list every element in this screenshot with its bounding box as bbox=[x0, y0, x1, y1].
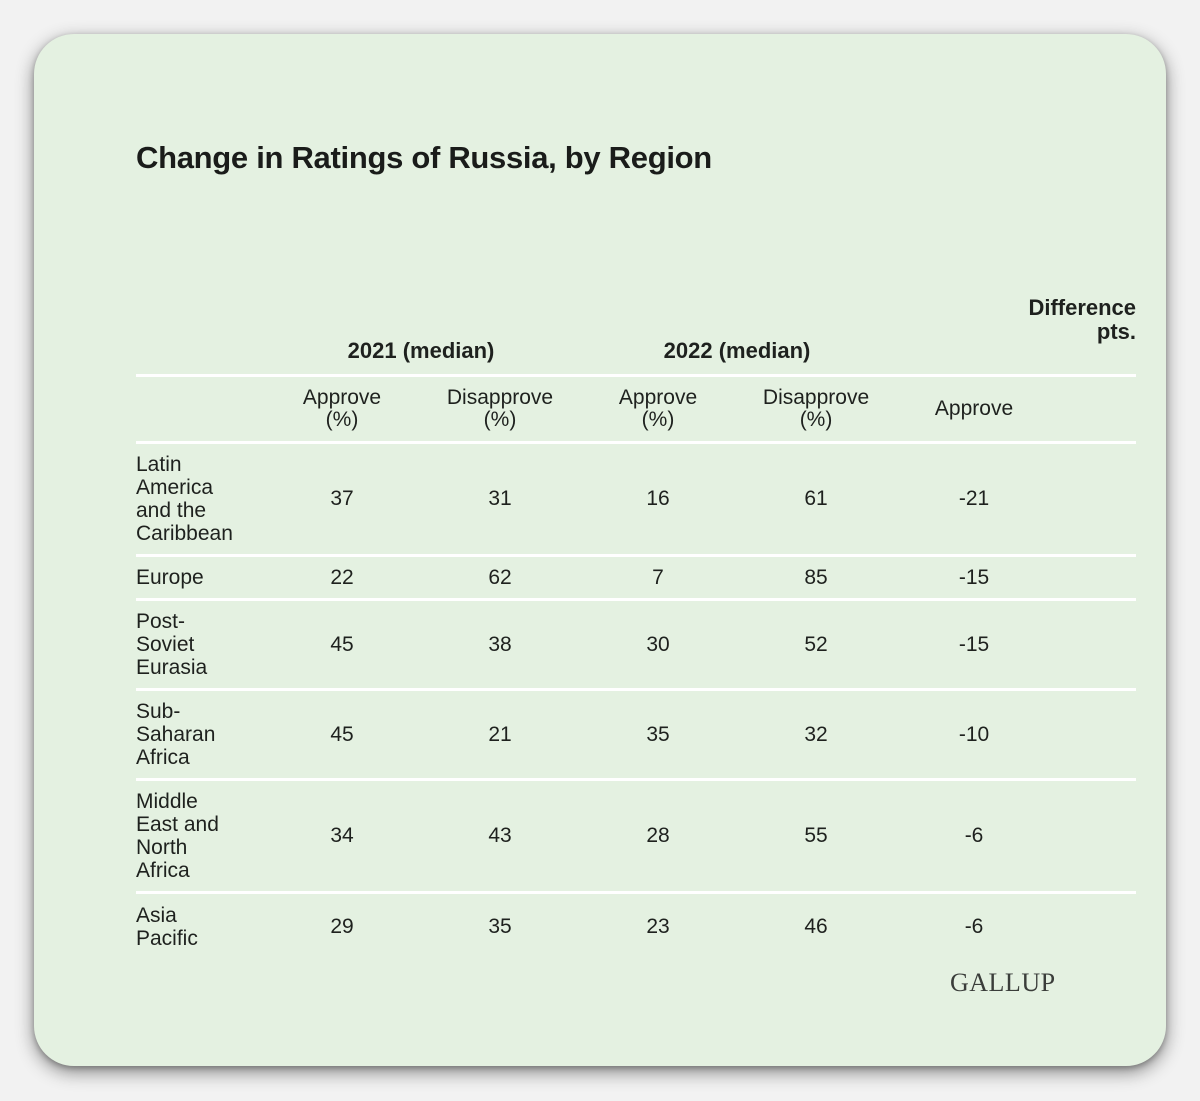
approve-difference-cell: -10 bbox=[895, 690, 1053, 780]
region-name-line: and the bbox=[136, 499, 207, 522]
column-header-difference-approve bbox=[895, 376, 1053, 443]
region-name-line: Africa bbox=[136, 859, 190, 882]
region-name-line: East and bbox=[136, 813, 219, 836]
region-column-header bbox=[136, 376, 263, 443]
region-name-line: Sub- bbox=[136, 700, 181, 723]
disapprove-2022-cell: 52 bbox=[737, 600, 895, 690]
approve-difference-cell: -6 bbox=[895, 780, 1053, 893]
approve-2021-cell: 34 bbox=[263, 780, 421, 893]
approve-2022-cell: 28 bbox=[579, 780, 737, 893]
chart-card bbox=[34, 34, 1166, 1066]
region-cell bbox=[136, 690, 263, 780]
region-name-line: Africa bbox=[136, 746, 190, 769]
region-name-line: North bbox=[136, 836, 188, 859]
region-group-header bbox=[136, 284, 263, 376]
approve-2022-cell: 35 bbox=[579, 690, 737, 780]
region-name-line: Saharan bbox=[136, 723, 216, 746]
column-header-line: (%) bbox=[641, 408, 675, 431]
approve-2021-cell: 45 bbox=[263, 690, 421, 780]
approve-difference-cell: -21 bbox=[895, 443, 1053, 556]
approve-difference-cell: -15 bbox=[895, 556, 1053, 600]
table-viewport[interactable] bbox=[136, 284, 1137, 951]
difference-header-line: pts. bbox=[1096, 319, 1137, 344]
disapprove-difference-cell bbox=[1053, 600, 1136, 690]
column-header-line: Disapprove bbox=[762, 386, 870, 409]
disapprove-2021-cell: 43 bbox=[421, 780, 579, 893]
region-name-line: America bbox=[136, 476, 214, 499]
table-body bbox=[136, 443, 1136, 961]
region-cell bbox=[136, 556, 263, 600]
region-name-line: Eurasia bbox=[136, 656, 208, 679]
disapprove-2022-cell: 46 bbox=[804, 915, 828, 939]
table-row bbox=[136, 780, 1136, 893]
column-header-2021-disapprove bbox=[421, 376, 579, 443]
region-name-line: Asia bbox=[136, 904, 177, 928]
disapprove-2021-cell: 21 bbox=[421, 690, 579, 780]
region-name-line: Post- bbox=[136, 610, 186, 633]
column-header-line: Disapprove bbox=[446, 386, 554, 409]
column-header-line: (%) bbox=[325, 408, 359, 431]
column-header-line: (%) bbox=[799, 408, 833, 431]
group-header-2022: 2022 (median) bbox=[579, 284, 895, 376]
region-name-line: Pacific bbox=[136, 927, 198, 951]
disapprove-2021-cell: 38 bbox=[421, 600, 579, 690]
chart-title: Change in Ratings of Russia, by Region bbox=[136, 140, 712, 175]
column-header-row bbox=[136, 376, 1136, 443]
disapprove-difference-cell bbox=[1053, 893, 1136, 961]
approve-2021-cell: 22 bbox=[263, 556, 421, 600]
approve-2021-cell: 45 bbox=[263, 600, 421, 690]
column-header-line: Approve bbox=[618, 386, 698, 409]
approve-2022-cell: 30 bbox=[579, 600, 737, 690]
disapprove-2021-cell: 31 bbox=[421, 443, 579, 556]
disapprove-difference-cell bbox=[1053, 690, 1136, 780]
region-name-line: Caribbean bbox=[136, 522, 233, 545]
region-cell bbox=[136, 893, 263, 961]
column-header-2022-approve bbox=[579, 376, 737, 443]
disapprove-2022-cell: 61 bbox=[737, 443, 895, 556]
approve-2022-cell: 23 bbox=[646, 915, 670, 939]
column-header-2022-disapprove bbox=[737, 376, 895, 443]
region-cell bbox=[136, 780, 263, 893]
approve-2021-cell: 29 bbox=[330, 915, 354, 939]
disapprove-2022-cell: 32 bbox=[737, 690, 895, 780]
gallup-logo: GALLUP bbox=[950, 968, 1056, 997]
column-header-difference-disapprove bbox=[1053, 376, 1136, 443]
table-row bbox=[136, 893, 1136, 961]
disapprove-difference-cell bbox=[1053, 780, 1136, 893]
approve-2022-cell: 16 bbox=[579, 443, 737, 556]
approve-2022-cell: 7 bbox=[579, 556, 737, 600]
region-name-line: Latin bbox=[136, 453, 182, 476]
region-name-line: Soviet bbox=[136, 633, 195, 656]
disapprove-2022-cell: 55 bbox=[737, 780, 895, 893]
table-row bbox=[136, 690, 1136, 780]
group-header-row bbox=[136, 284, 1136, 376]
group-header-2021: 2021 (median) bbox=[263, 284, 579, 376]
difference-header-line: Difference bbox=[1028, 295, 1137, 320]
region-name-line: Middle bbox=[136, 790, 198, 813]
column-header-line: Approve bbox=[302, 386, 382, 409]
approve-difference-cell: -15 bbox=[895, 600, 1053, 690]
table-row bbox=[136, 600, 1136, 690]
approve-difference-cell: -6 bbox=[964, 915, 984, 939]
ratings-table bbox=[136, 284, 1136, 961]
disapprove-difference-cell bbox=[1053, 443, 1136, 556]
column-header-2021-approve bbox=[263, 376, 421, 443]
disapprove-difference-cell bbox=[1053, 556, 1136, 600]
approve-2021-cell: 37 bbox=[263, 443, 421, 556]
disapprove-2022-cell: 85 bbox=[737, 556, 895, 600]
table-row bbox=[136, 556, 1136, 600]
region-cell bbox=[136, 443, 263, 556]
group-header-difference bbox=[895, 284, 1136, 376]
column-header-line: (%) bbox=[483, 408, 517, 431]
column-header-line: Approve bbox=[934, 397, 1014, 420]
table-row bbox=[136, 443, 1136, 556]
disapprove-2021-cell: 35 bbox=[488, 915, 512, 939]
region-cell bbox=[136, 600, 263, 690]
disapprove-2021-cell: 62 bbox=[421, 556, 579, 600]
region-name-line: Europe bbox=[136, 566, 204, 589]
